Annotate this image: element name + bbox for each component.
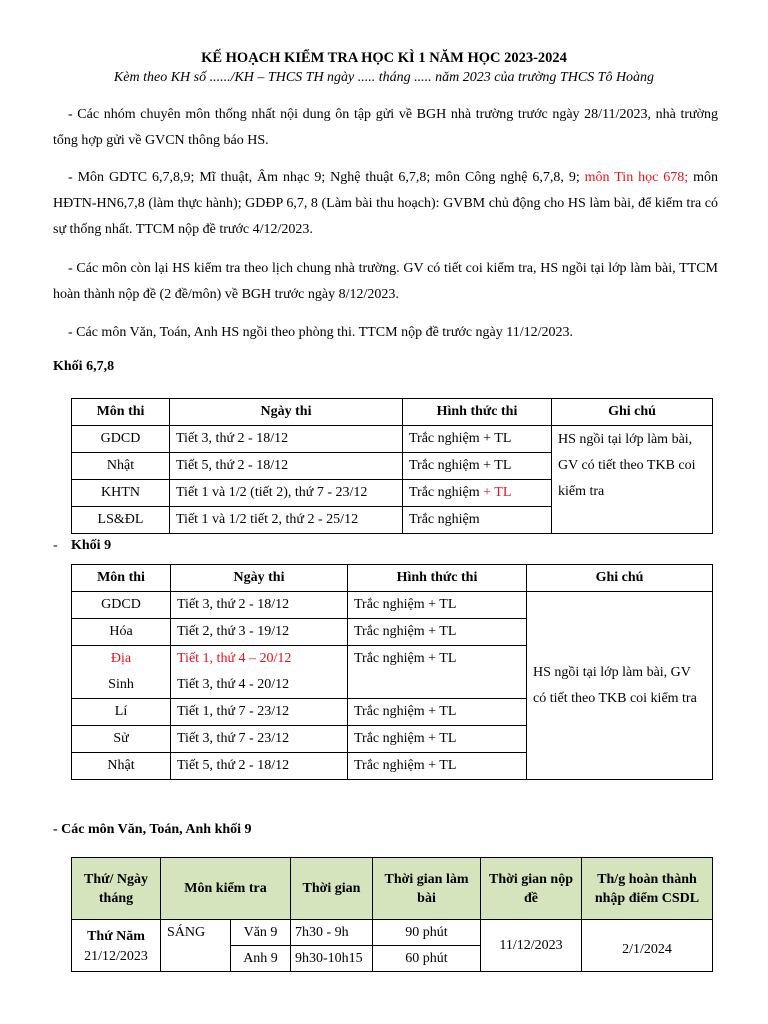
paragraph-other-subjects: - Các môn còn lại HS kiểm tra theo lịch chung nhà trường. GV có tiết coi kiểm tra, HS ngồi tại lớp làm bài, TTCM hoàn thành nộp đề (2 đề/môn) về BGH trước ngày 8/12/2023. bbox=[53, 261, 718, 302]
block-9-heading: Khối 9 bbox=[71, 538, 112, 553]
header-grades: Th/g hoàn thành nhập điểm CSDL bbox=[582, 858, 713, 920]
header-form: Hình thức thi bbox=[348, 565, 527, 592]
cell-form: Trắc nghiệm + TL bbox=[348, 646, 527, 699]
cell-form: Trắc nghiệm + TL bbox=[403, 453, 552, 480]
cell-note: HS ngồi tại lớp làm bài, GV có tiết theo TKB coi kiểm tra bbox=[527, 592, 713, 780]
table-row bbox=[72, 426, 713, 453]
cell-form: Trắc nghiệm + TL bbox=[348, 699, 527, 726]
cell-weekday: Thứ Năm bbox=[87, 929, 145, 944]
document-title: KẾ HOẠCH KIỂM TRA HỌC KÌ 1 NĂM HỌC 2023-2024 bbox=[201, 50, 567, 66]
cell-submit: 11/12/2023 bbox=[481, 920, 582, 972]
table-header-row bbox=[72, 399, 713, 426]
paragraph-main-subjects: - Các môn Văn, Toán, Anh HS ngồi theo phòng thi. TTCM nộp đề trước ngày 11/12/2023. bbox=[68, 325, 574, 340]
main-subjects-heading: - Các môn Văn, Toán, Anh khối 9 bbox=[53, 822, 252, 837]
paragraph-review: - Các nhóm chuyên môn thống nhất nội dung ôn tập gửi về BGH nhà trường trước ngày 28/11/2023, nhà trường tổng hợp gửi về GVCN thông báo HS. bbox=[53, 107, 718, 148]
table-row bbox=[72, 592, 713, 619]
header-date: Ngày thi bbox=[170, 399, 403, 426]
paragraph-practical-red: môn Tin học 678; bbox=[584, 170, 689, 185]
table-header-row bbox=[72, 858, 713, 920]
paragraph-practical-subjects bbox=[53, 165, 718, 243]
header-note: Ghi chú bbox=[552, 399, 713, 426]
cell-form: Trắc nghiệm + TL bbox=[348, 726, 527, 753]
document-subtitle: Kèm theo KH số ....../KH – THCS TH ngày ..... tháng ..... năm 2023 của trường THCS Tô Hoàng bbox=[113, 70, 655, 85]
cell-date: Tiết 5, thứ 2 - 18/12 bbox=[170, 453, 403, 480]
cell-date: Tiết 1, thứ 7 - 23/12 bbox=[171, 699, 348, 726]
cell-duration: 90 phút bbox=[373, 920, 481, 946]
paragraph-practical-part2: môn HĐTN-HN6,7,8 (làm thực hành); GDĐP 6,7, 8 (Làm bài thu hoạch): GVBM chủ động cho HS làm bài, để kiểm tra có sự thống nhất. TTCM nộp đề trước 4/12/2023. bbox=[53, 170, 718, 237]
cell-form: Trắc nghiệm bbox=[403, 507, 552, 534]
cell-form: Trắc nghiệm + TL bbox=[348, 753, 527, 780]
cell-subject: Nhật bbox=[72, 453, 170, 480]
cell-date: Tiết 1 và 1/2 tiết 2, thứ 2 - 25/12 bbox=[170, 507, 403, 534]
cell-form bbox=[403, 480, 552, 507]
cell-date: Tiết 3, thứ 2 - 18/12 bbox=[171, 592, 348, 619]
cell-time: 7h30 - 9h bbox=[291, 920, 373, 946]
cell-form: Trắc nghiệm + TL bbox=[348, 619, 527, 646]
cell-date: Tiết 1 và 1/2 (tiết 2), thứ 7 - 23/12 bbox=[170, 480, 403, 507]
cell-duration: 60 phút bbox=[373, 946, 481, 972]
schedule-table-678 bbox=[71, 398, 713, 534]
block-9-dash: - bbox=[53, 538, 58, 553]
cell-subject: Nhật bbox=[72, 753, 171, 780]
cell-subject: LS&ĐL bbox=[72, 507, 170, 534]
cell-date: Tiết 2, thứ 3 - 19/12 bbox=[171, 619, 348, 646]
cell-date: 21/12/2023 bbox=[84, 949, 148, 964]
table-header-row bbox=[72, 565, 713, 592]
header-duration: Thời gian làm bài bbox=[373, 858, 481, 920]
cell-subject: Địa bbox=[72, 646, 171, 673]
header-submit: Thời gian nộp đề bbox=[481, 858, 582, 920]
cell-date: Tiết 3, thứ 7 - 23/12 bbox=[171, 726, 348, 753]
cell-subject: Văn 9 bbox=[231, 920, 291, 946]
header-subject: Môn thi bbox=[72, 565, 171, 592]
header-time: Thời gian bbox=[291, 858, 373, 920]
cell-form-text: Trắc nghiệm bbox=[409, 485, 480, 500]
cell-subject: Hóa bbox=[72, 619, 171, 646]
cell-form: Trắc nghiệm + TL bbox=[348, 592, 527, 619]
header-subject: Môn thi bbox=[72, 399, 170, 426]
cell-day bbox=[72, 920, 161, 972]
cell-subject: KHTN bbox=[72, 480, 170, 507]
header-form: Hình thức thi bbox=[403, 399, 552, 426]
cell-date: Tiết 1, thứ 4 – 20/12 bbox=[171, 646, 348, 673]
cell-subject: Lí bbox=[72, 699, 171, 726]
paragraph-practical-part1: - Môn GDTC 6,7,8,9; Mĩ thuật, Âm nhạc 9; Nghệ thuật 6,7,8; môn Công nghệ 6,7,8, 9; bbox=[68, 170, 585, 185]
cell-subject: Sinh bbox=[72, 672, 171, 699]
cell-grades: 2/1/2024 bbox=[582, 920, 713, 972]
cell-time: 9h30-10h15 bbox=[291, 946, 373, 972]
cell-subject: GDCD bbox=[72, 426, 170, 453]
cell-subject: GDCD bbox=[72, 592, 171, 619]
header-note: Ghi chú bbox=[527, 565, 713, 592]
cell-form-red: + TL bbox=[479, 485, 512, 500]
header-date: Ngày thi bbox=[171, 565, 348, 592]
cell-date: Tiết 3, thứ 4 - 20/12 bbox=[171, 672, 348, 699]
table-row bbox=[72, 920, 713, 946]
cell-subject: Sử bbox=[72, 726, 171, 753]
cell-subject: Anh 9 bbox=[231, 946, 291, 972]
block-678-heading: Khối 6,7,8 bbox=[53, 359, 115, 374]
cell-date: Tiết 3, thứ 2 - 18/12 bbox=[170, 426, 403, 453]
schedule-table-9 bbox=[71, 564, 713, 780]
header-subject: Môn kiểm tra bbox=[161, 858, 291, 920]
header-day: Thứ/ Ngày tháng bbox=[72, 858, 161, 920]
cell-note: HS ngồi tại lớp làm bài, GV có tiết theo TKB coi kiểm tra bbox=[552, 426, 713, 534]
cell-session: SÁNG bbox=[161, 920, 231, 972]
main-subjects-table bbox=[71, 857, 713, 972]
cell-date: Tiết 5, thứ 2 - 18/12 bbox=[171, 753, 348, 780]
cell-form: Trắc nghiệm + TL bbox=[403, 426, 552, 453]
